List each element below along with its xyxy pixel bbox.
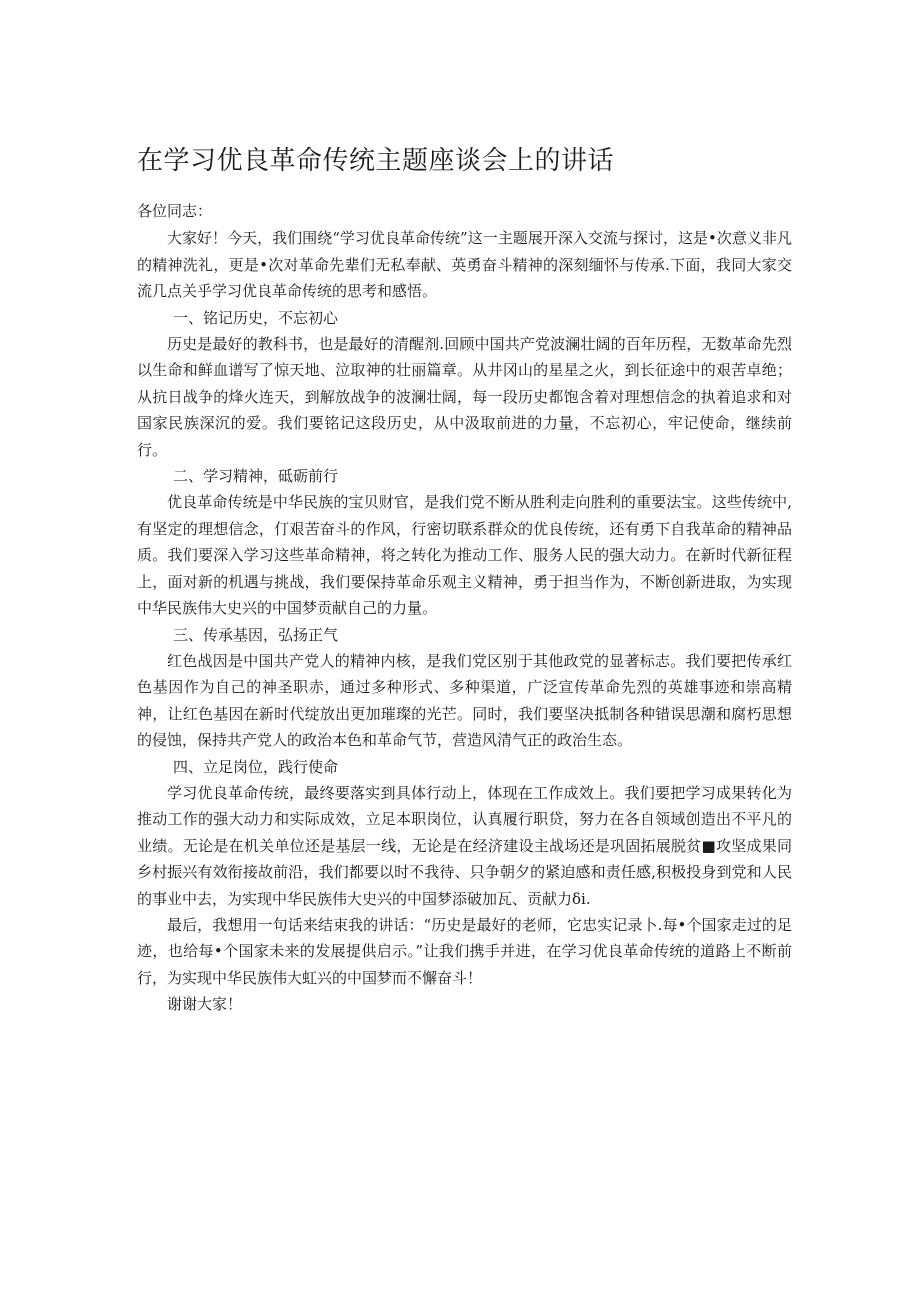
section-heading-4: 四、立足岗位，践行使命 xyxy=(173,757,339,776)
greeting: 各位同志： xyxy=(137,202,213,220)
document-body xyxy=(137,198,792,1018)
section-heading-3: 三、传承基因，弘扬正气 xyxy=(173,625,339,644)
section-paragraph-1: 历史是最好的教科书，也是最好的清醒剂.回顾中国共产党波澜壮阔的百年历程，无数革命先烈以生命和鲜血谱写了惊天地、泣取神的壮丽篇章。从井冈山的星星之火，到长征途中的艰苦卓绝；从抗日战争的烽火连天，到解放战争的波澜壮阔，每一段历史都饱含着对理想信念的执着追求和对国家民族深沉的爱。我们要铭记这段历史，从中汲取前进的力量，不忘初心，牢记使命，继续前行。 xyxy=(137,335,792,459)
section-heading-1: 一、铭记历史，不忘初心 xyxy=(173,308,339,327)
section-paragraph-4: 学习优良革命传统，最终要落实到具体行动上，体现在工作成效上。我们要把学习成果转化为推动工作的强大动力和实际成效，立足本职岗位，认真履行职贷，努力在各自领域创造出不平凡的业绩。无论是在机关单位还是基层一线，无论是在经济建设主战场还是巩固拓展脱贫■攻坚成果同乡村振兴有效衔接故前沿，我们都要以时不我待、只争朝夕的紧迫感和责任感,积极投身到党和人民的事业中去，为实现中华民族伟大史兴的中国梦添破加瓦、贡献力δi. xyxy=(137,783,792,908)
thanks-line: 谢谢大家！ xyxy=(167,995,243,1014)
section-paragraph-3: 红色战因是中国共产党人的精神内核，是我们党区别于其他政党的显著标志。我们要把传承红色基因作为自己的神圣职赤，通过多种形式、多种渠道，广泛宣传革命先烈的英雄事迹和崇高精神，让红色基因在新时代绽放出更加璀璨的光芒。同时，我们要坚决抵制各种错误思潮和腐朽思想的侵蚀，保持共产党人的政治本色和革命气节，营造风清气正的政治生态。 xyxy=(137,651,792,750)
section-paragraph-2: 优良革命传统是中华民族的宝贝财官，是我们党不断从胜利走向胜利的重要法宝。这些传统中,有坚定的理想信念，仃艰苦奋斗的作风，行密切联系群众的优良传统，还有勇下自我革命的精神品质。我们要深入学习这些革命精神，将之转化为推动工作、服务人民的强大动力。在新时代新征程上，面对新的机遇与挑战，我们要保持革命乐观主义精神，勇于担当作为，不断创新进取，为实现中华民族伟大史兴的中国梦贡献自己的力量。 xyxy=(137,493,792,618)
closing-paragraph: 最后，我想用一句话来结束我的讲话：“历史是最好的老师，它忠实记录卜.每•个国家走过的足迹，也给每•个国家未来的发展提供启示。”让我们携手并进，在学习优良革命传统的道路上不断前行，为实现中华民族伟大虹兴的中国梦而不懈奋斗！ xyxy=(137,915,792,987)
intro-paragraph: 大家好！今天，我们围绕“学习优良革命传统”这一主题展开深入交流与探讨，这是•次意义非凡的精神洗礼，更是•次对革命先辈们无私奉献、英勇奋斗精神的深刻缅怀与传承.下面，我同大家交流几点关乎学习优良革命传统的思考和感悟。 xyxy=(137,229,792,301)
document-title: 在学习优良革命传统主题座谈会上的讲话 xyxy=(137,146,615,176)
section-heading-2: 二、学习精神，砥砺前行 xyxy=(173,467,339,486)
